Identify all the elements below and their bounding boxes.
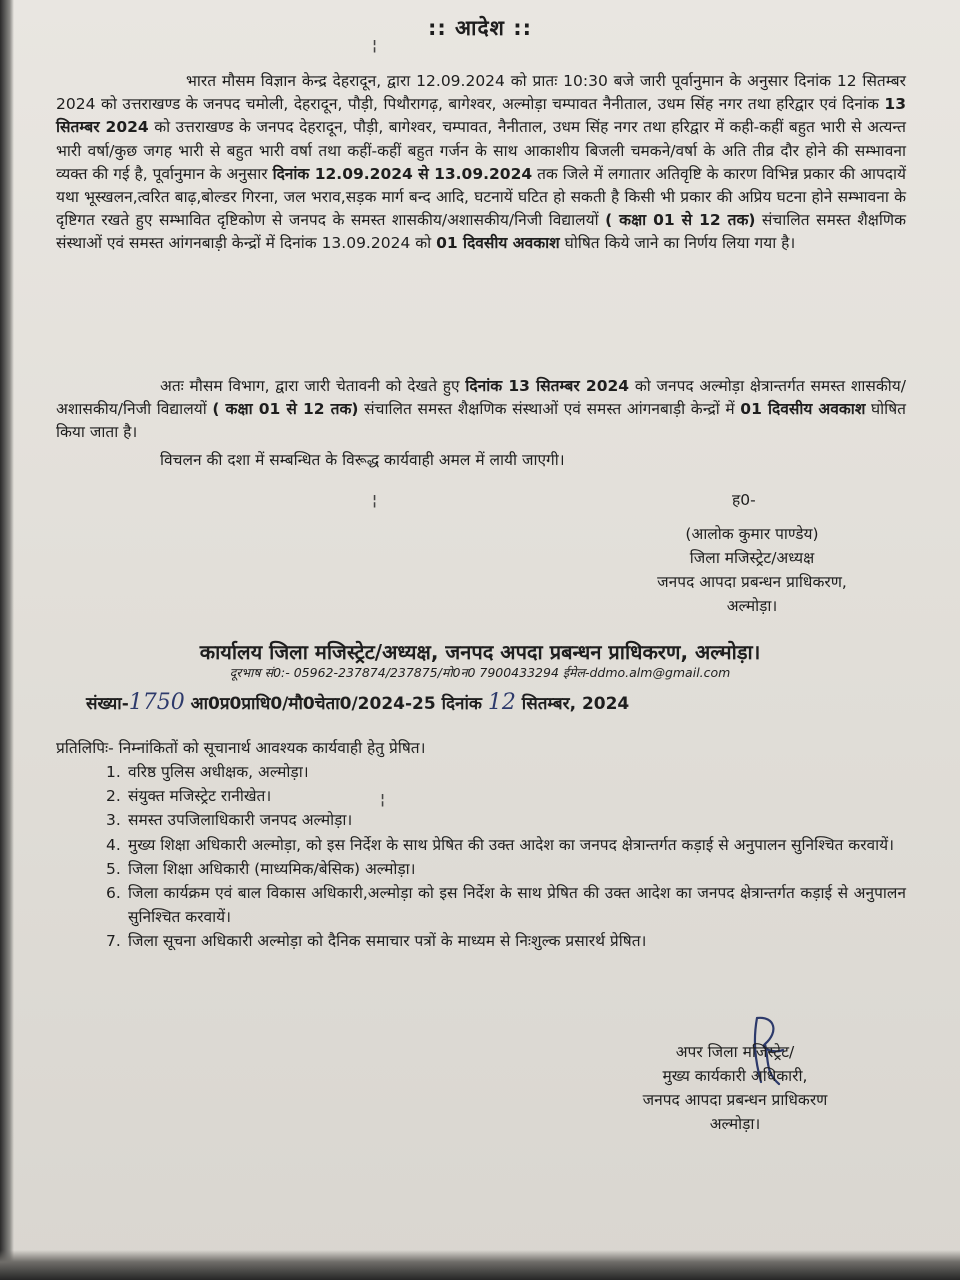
para1-bold-holiday: 01 दिवसीय अवकाश <box>436 234 560 253</box>
order-paragraph-2 <box>56 375 906 445</box>
list-item-text: जिला शिक्षा अधिकारी (माध्यमिक/बेसिक) अल्मोड़ा। <box>128 859 416 878</box>
stray-mark: ¦ <box>380 792 386 808</box>
signatory2-place: अल्मोड़ा। <box>709 1115 761 1133</box>
ref-month-year: सितम्बर, 2024 <box>515 694 630 714</box>
list-item-number: 6. <box>106 884 121 903</box>
list-item-number: 3. <box>106 811 121 830</box>
copy-heading: प्रतिलिपिः- निम्नांकितों को सूचानार्थ आवश्यक कार्यवाही हेतु प्रेषित। <box>56 739 426 757</box>
list-item-text: संयुक्त मजिस्ट्रेट रानीखेत। <box>128 787 272 806</box>
reference-number <box>86 690 906 715</box>
para1-bold-date-range: दिनांक 12.09.2024 से 13.09.2024 <box>272 164 533 183</box>
para1-text-4: संचालित समस्त शैक्षणिक संस्थाओं एवं समस्त आंगनबाड़ी केन्द्रों में दिनांक 13.09.2024 को <box>56 211 906 253</box>
ref-number-handwritten: 1750 <box>128 690 185 715</box>
para2-bold-holiday: 01 दिवसीय अवकाश <box>740 400 866 419</box>
para1-bold-date: 13 सितम्बर 2024 <box>56 95 906 137</box>
signature-block-dm <box>632 488 932 618</box>
signatory-designation: जिला मजिस्ट्रेट/अध्यक्ष <box>689 549 815 567</box>
signatory-authority: जनपद आपदा प्रबन्धन प्राधिकरण, <box>657 573 847 591</box>
signatory-place: अल्मोड़ा। <box>726 597 778 615</box>
list-item-text: जिला कार्यक्रम एवं बाल विकास अधिकारी,अल्मोड़ा को इस निर्देश के साथ प्रेषित की उक्त आदेश का जनपद क्षेत्रान्तर्गत कड़ाई से अनुपालन सुनिश्चित करवायें। <box>128 884 906 927</box>
signature-block-adm <box>605 1040 925 1136</box>
list-item-text: समस्त उपजिलाधिकारी जनपद अल्मोड़ा। <box>128 811 353 830</box>
office-contact: दूरभाष सं0:- 05962-237874/237875/मो0न0 7900433294 ईमेल-ddmo.alm@gmail.com <box>229 665 731 680</box>
list-item <box>106 833 906 857</box>
stray-mark: ¦ <box>372 38 378 54</box>
list-item <box>106 881 906 929</box>
list-item-number: 7. <box>106 932 121 951</box>
order-paragraph-3: विचलन की दशा में सम्बन्धित के विरूद्ध कार्यवाही अमल में लायी जाएगी। <box>160 451 565 469</box>
para2-text-4: घोषित किया जाता है। <box>56 400 906 442</box>
document-title: :: आदेश :: <box>427 16 533 40</box>
signatory-name: (आलोक कुमार पाण्डेय) <box>685 525 819 543</box>
para1-text-1: भारत मौसम विज्ञान केन्द्र देहरादून, द्वारा 12.09.2024 को प्रातः 10:30 बजे जारी पूर्वानुमान के अनुसार दिनांक 12 सितम्बर 2024 को उत्तराखण्ड के जनपद चमोली, देहरादून, पौड़ी, पिथौरागढ़, बागेश्वर, अल्मोड़ा चम्पावत नैनीताल, उधम सिंह नगर तथा हरिद्वार एवं दिनांक <box>56 72 906 114</box>
para2-text-3: संचालित समस्त शैक्षणिक संस्थाओं एवं समस्त आंगनबाड़ी केन्द्रों में <box>358 400 741 419</box>
para2-text-2: को जनपद अल्मोड़ा क्षेत्रान्तर्गत समस्त शासकीय/अशासकीय/निजी विद्यालयों <box>56 377 906 419</box>
para1-text-5: घोषित किये जाने का निर्णय लिया गया है। <box>559 234 796 253</box>
signatory2-authority: जनपद आपदा प्रबन्धन प्राधिकरण <box>642 1091 828 1109</box>
ref-day-handwritten: 12 <box>487 690 516 715</box>
ref-code: आ0प्र0प्राधि0/मौ0चेता0/2024-25 दिनांक <box>184 694 488 714</box>
para1-bold-classes: ( कक्षा 01 से 12 तक) <box>605 211 756 230</box>
list-item <box>106 857 906 881</box>
list-item-text: मुख्य शिक्षा अधिकारी अल्मोड़ा, को इस निर्देश के साथ प्रेषित की उक्त आदेश का जनपद क्षेत्रान्तर्गत कड़ाई से अनुपालन सुनिश्चित करवायें। <box>128 835 895 854</box>
list-item <box>106 929 906 953</box>
para1-text-2: को उत्तराखण्ड के जनपद देहरादून, पौड़ी, बागेश्वर, चम्पावत, नैनीताल, उधम सिंह नगर तथा हरिद्वार में कही-कहीं बहुत भारी से अत्यन्त भारी वर्षा/कुछ जगह भारी से बहुत भारी वर्षा तथा कहीं-कहीं बहुत गर्जन के साथ आकाशीय बिजली चमकने/वर्षा के अति तीव्र दौर होने की सम्भावना व्यक्त की गई है, पूर्वानुमान के अनुसार <box>56 118 907 183</box>
para2-bold-classes: ( कक्षा 01 से 12 तक) <box>212 400 359 419</box>
list-item-number: 2. <box>106 787 121 806</box>
ref-prefix: संख्या- <box>86 694 129 714</box>
signatory2-role: मुख्य कार्यकारी अधिकारी, <box>662 1067 808 1085</box>
copy-recipient-list <box>106 760 906 954</box>
list-item-number: 1. <box>106 763 121 781</box>
list-item-number: 5. <box>106 859 121 878</box>
list-item <box>106 808 906 832</box>
order-paragraph-1 <box>56 70 906 256</box>
signatory2-designation: अपर जिला मजिस्ट्रेट/ <box>675 1043 795 1061</box>
list-item-text: जिला सूचना अधिकारी अल्मोड़ा को दैनिक समाचार पत्रों के माध्यम से निःशुल्क प्रसारर्थ प्रेषित। <box>128 932 647 951</box>
para1-text-3: तक जिले में लगातार अतिवृष्टि के कारण विभिन्न प्रकार की आपदायें यथा भूस्खलन,त्वरित बाढ़,बोल्डर गिरना, जल भराव,सड़क मार्ग बन्द आदि, घटनायें घटित हो सकती है किसी भी प्रकार की अप्रिय घटना होने सम्भावना के दृष्टिगत रखते हुए सम्भावित दृष्टिकोण से जनपद के समस्त शासकीय/अशासकीय/निजी विद्यालयों <box>56 164 906 230</box>
stray-mark: ¦ <box>372 493 378 509</box>
signed-mark: ह0- <box>732 491 756 509</box>
list-item-number: 4. <box>106 835 121 854</box>
list-item <box>106 784 906 808</box>
para2-text-1: अतः मौसम विभाग, द्वारा जारी चेतावनी को देखते हुए <box>160 377 466 395</box>
list-item-text: वरिष्ठ पुलिस अधीक्षक, अल्मोड़ा। <box>128 763 309 781</box>
page-shadow-bottom <box>0 1250 960 1280</box>
office-heading: कार्यालय जिला मजिस्ट्रेट/अध्यक्ष, जनपद अपदा प्रबन्धन प्राधिकरण, अल्मोड़ा। <box>199 640 761 664</box>
para2-bold-date: दिनांक 13 सितम्बर 2024 <box>465 377 630 395</box>
list-item <box>106 760 906 784</box>
